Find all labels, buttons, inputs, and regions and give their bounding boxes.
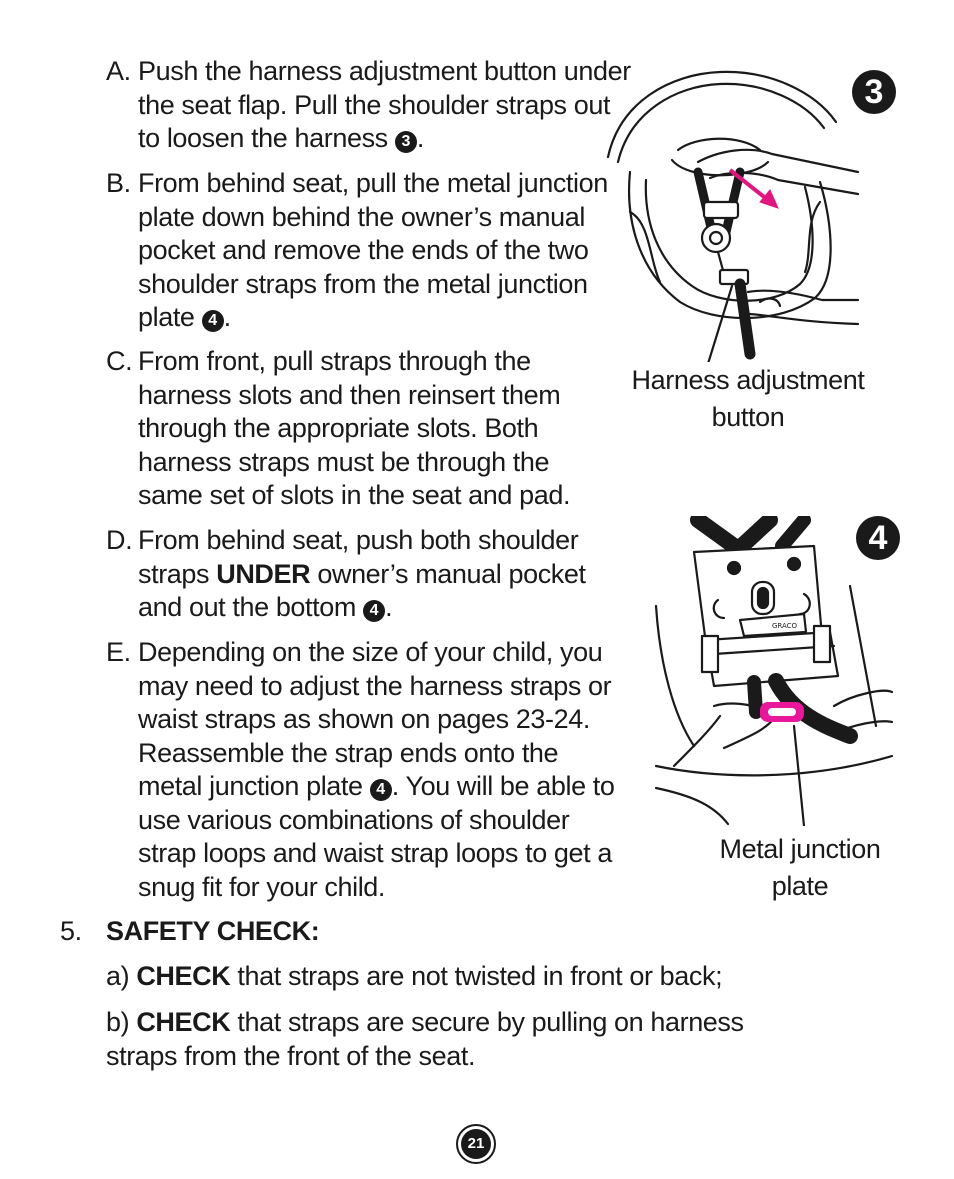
step-a: [106, 55, 636, 156]
figure-4-illustration: [654, 516, 894, 826]
figure-ref-icon: 4: [370, 779, 392, 801]
step-emphasis: UNDER: [216, 558, 311, 589]
step-body: [138, 55, 636, 156]
safety-check-a: [106, 960, 806, 994]
step-letter: B.: [106, 168, 131, 198]
figure-4-logo: GRACO: [772, 622, 798, 630]
safety-b-prefix: b): [106, 1007, 137, 1037]
step-body: [138, 167, 636, 335]
step-text: owner’s manual pocket and out the bottom: [138, 558, 586, 622]
safety-a-text: that straps are not twisted in front or back;: [230, 961, 723, 991]
figure-3-badge: 3: [852, 70, 896, 114]
figure-3-caption-line2: button: [711, 402, 785, 432]
step-text: From front, pull straps through the harness slots and then reinsert them through the appropriate slots. Both harness straps must be through the same set of slots in the seat and pad.: [138, 346, 571, 510]
page-number-badge: [456, 1124, 496, 1164]
safety-check-b: [106, 1006, 756, 1073]
safety-b-text: that straps are secure by pulling on harness straps from the front of the seat.: [106, 1007, 744, 1071]
step-letter: C.: [106, 346, 133, 376]
step-text: From behind seat, pull the metal junction plate down behind the owner’s manual pocket and remove the ends of the two shoulder straps from the metal junction plate: [138, 168, 608, 332]
figure-3-caption: [620, 362, 876, 436]
safety-a-bold: CHECK: [136, 961, 231, 991]
step-letter: E.: [106, 637, 131, 667]
safety-check-heading: SAFETY CHECK:: [106, 916, 320, 946]
figure-3-caption-line1: Harness adjustment: [631, 365, 865, 395]
figure-4-caption-line1: Metal junction: [719, 834, 881, 864]
figure-4-caption: [690, 831, 910, 905]
figure-ref-icon: 3: [395, 131, 417, 153]
figure-ref-icon: 4: [363, 600, 385, 622]
step-body: [138, 345, 578, 513]
safety-check-number: 5.: [60, 916, 82, 946]
step-body: [138, 524, 588, 625]
step-text: .: [385, 592, 393, 622]
page-number: 21: [461, 1129, 491, 1159]
step-e: [106, 636, 636, 904]
step-body: [138, 636, 628, 904]
step-b: [106, 167, 636, 335]
step-text: Depending on the size of your child, you may need to adjust the harness straps or waist straps as shown on pages 23-24. Reassemble the strap ends onto the metal junction plate: [138, 637, 612, 801]
figure-4-badge: 4: [856, 516, 900, 560]
safety-b-bold: CHECK: [136, 1007, 231, 1037]
step-c: [106, 345, 636, 513]
step-text: .: [223, 302, 231, 332]
step-letter: D.: [106, 525, 133, 555]
figure-3-illustration: [600, 62, 860, 362]
figure-ref-icon: 4: [202, 310, 224, 332]
step-letter: A.: [106, 56, 131, 86]
step-text: . You will be able to use various combinations of shoulder strap loops and waist strap loops to get a snug fit for your child.: [138, 771, 615, 902]
figure-4-caption-line2: plate: [771, 871, 829, 901]
step-text: Push the harness adjustment button under the seat flap. Pull the shoulder straps out to loosen the harness: [138, 56, 631, 153]
safety-a-prefix: a): [106, 961, 137, 991]
step-text: .: [416, 123, 424, 153]
step-text: From behind seat, push both shoulder straps: [138, 525, 579, 589]
step-d: [106, 524, 636, 625]
